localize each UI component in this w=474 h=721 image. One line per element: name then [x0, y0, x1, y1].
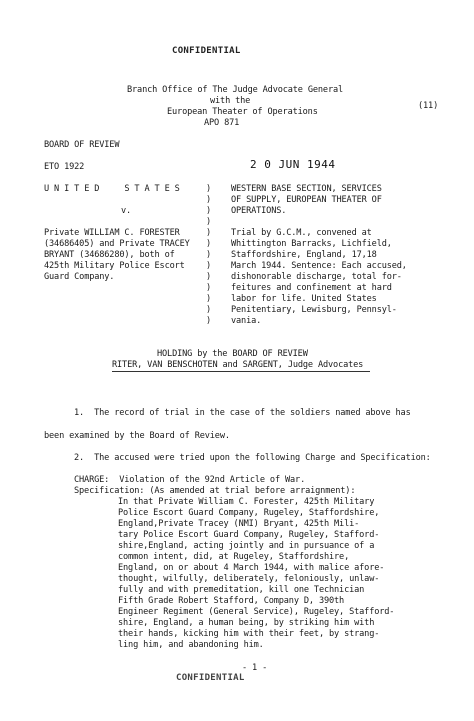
trial-line-3: Staffordshire, England, 17,18	[231, 250, 377, 260]
caption-united-states: U N I T E D S T A T E S	[44, 184, 180, 194]
defendant-line-1: Private WILLIAM C. FORESTER	[44, 228, 180, 238]
trial-line-1: Trial by G.C.M., convened at	[231, 228, 372, 238]
specification-line: Specification: (As amended at trial before arraignment):	[74, 486, 356, 496]
command-line-1: WESTERN BASE SECTION, SERVICES	[231, 184, 382, 194]
spec-body-5: shire,England, acting jointly and in pursuance of a	[118, 541, 375, 551]
holding-judges: RITER, VAN BENSCHOTEN and SARGENT, Judge Advocates	[112, 360, 364, 370]
office-line-2: with the	[210, 96, 251, 106]
date-stamp: 2 0 JUN 1944	[250, 158, 336, 171]
trial-line-8: Penitentiary, Lewisburg, Pennsyl-	[231, 305, 397, 315]
spec-body-4: tary Police Escort Guard Company, Rugeley, Stafford-	[118, 530, 380, 540]
case-number: ETO 1922	[44, 162, 85, 172]
spec-body-11: Engineer Regiment (General Service), Rugeley, Stafford-	[118, 607, 395, 617]
spec-body-1: In that Private William C. Forester, 425th Military	[118, 497, 375, 507]
trial-line-2: Whittington Barracks, Lichfield,	[231, 239, 392, 249]
spec-body-8: thought, wilfully, deliberately, feloniously, unlaw-	[118, 574, 380, 584]
holding-title: HOLDING by the BOARD OF REVIEW	[157, 349, 308, 359]
office-line-3: European Theater of Operations	[167, 107, 318, 117]
defendant-line-5: Guard Company.	[44, 272, 115, 282]
defendant-line-3: BRYANT (34686280), both of	[44, 250, 175, 260]
spec-body-2: Police Escort Guard Company, Rugeley, Staffordshire,	[118, 508, 380, 518]
trial-line-4: March 1944. Sentence: Each accused,	[231, 261, 407, 271]
spec-body-9: fully and with premeditation, kill one Technician	[118, 585, 365, 595]
paragraph-1-line-1: 1. The record of trial in the case of the soldiers named above has	[74, 408, 411, 418]
spec-body-14: ling him, and abandoning him.	[118, 640, 264, 650]
spec-body-3: England,Private Tracey (NMI) Bryant, 425th Mili-	[118, 519, 360, 529]
trial-line-7: labor for life. United States	[231, 294, 377, 304]
board-label: BOARD OF REVIEW	[44, 140, 120, 150]
spec-body-10: Fifth Grade Robert Stafford, Company D, 390th	[118, 596, 345, 606]
spec-body-6: common intent, did, at Rugeley, Staffordshire,	[118, 552, 350, 562]
holding-rule	[112, 371, 370, 372]
command-line-3: OPERATIONS.	[231, 206, 287, 216]
caption-brace-column: ) ) ) ) ) ) ) ) ) ) ) ) )	[206, 184, 212, 326]
office-line-1: Branch Office of The Judge Advocate General	[127, 85, 344, 95]
defendant-line-4: 425th Military Police Escort	[44, 261, 185, 271]
page-number: - 1 -	[242, 663, 268, 673]
caption-versus: v.	[121, 206, 132, 216]
spec-body-7: England, on or about 4 March 1944, with malice afore-	[118, 563, 385, 573]
command-line-2: OF SUPPLY, EUROPEAN THEATER OF	[231, 195, 382, 205]
trial-line-6: feitures and confinement at hard	[231, 283, 392, 293]
trial-line-9: vania.	[231, 316, 262, 326]
trial-line-5: dishonorable discharge, total for-	[231, 272, 402, 282]
spec-body-13: their hands, kicking him with their feet, by strang-	[118, 629, 380, 639]
classification-top: CONFIDENTIAL	[172, 46, 241, 56]
page-reference: (11)	[418, 101, 439, 111]
paragraph-2-line-1: 2. The accused were tried upon the following Charge and Specification:	[74, 453, 431, 463]
spec-body-12: shire, England, a human being, by striking him with	[118, 618, 375, 628]
defendant-line-2: (34686405) and Private TRACEY	[44, 239, 190, 249]
office-line-4: APO 871	[204, 118, 240, 128]
classification-bottom: CONFIDENTIAL	[176, 673, 245, 683]
paragraph-1-line-2: been examined by the Board of Review.	[44, 431, 230, 441]
charge-line: CHARGE: Violation of the 92nd Article of War.	[74, 475, 306, 485]
